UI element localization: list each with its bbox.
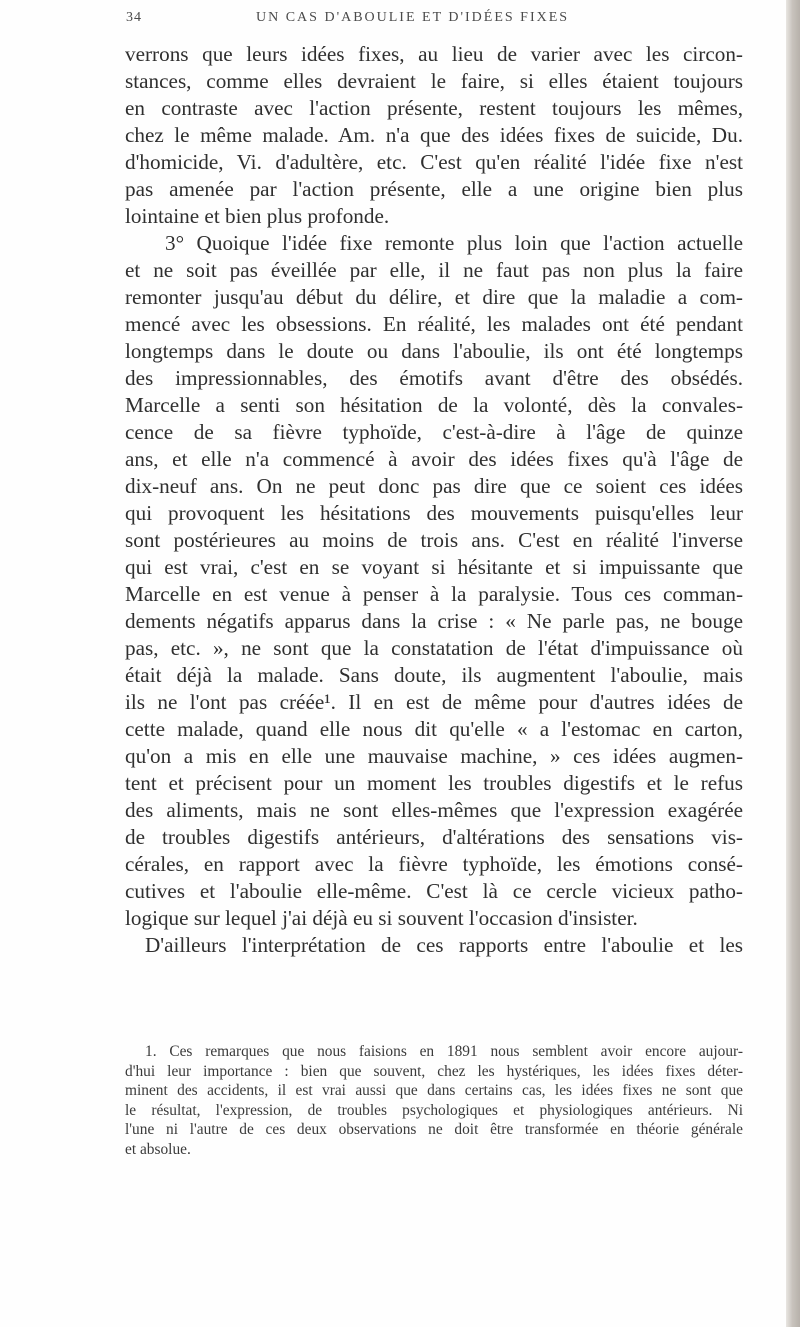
text-line: cence de sa fièvre typhoïde, c'est-à-dire à l'âge de quinze xyxy=(125,420,743,444)
text-line: qu'on a mis en elle une mauvaise machine, » ces idées augmen- xyxy=(125,744,743,768)
text-line: ans, et elle n'a commencé à avoir des idées fixes qu'à l'âge de xyxy=(125,447,743,471)
footnote-line: d'hui leur importance : bien que souvent, chez les hystériques, les idées fixes déter- xyxy=(125,1062,743,1080)
text-line: D'ailleurs l'interprétation de ces rapports entre l'aboulie et les xyxy=(145,933,743,957)
text-line: dements négatifs apparus dans la crise : « Ne parle pas, ne bouge xyxy=(125,609,743,633)
text-line: cérales, en rapport avec la fièvre typhoïde, les émotions consé- xyxy=(125,852,743,876)
text-line: en contraste avec l'action présente, restent toujours les mêmes, xyxy=(125,96,743,120)
text-line: lointaine et bien plus profonde. xyxy=(125,204,390,228)
text-line: qui provoquent les hésitations des mouvements puisqu'elles leur xyxy=(125,501,743,525)
page-header xyxy=(126,10,800,30)
text-line: et ne soit pas éveillée par elle, il ne faut pas non plus la faire xyxy=(125,258,743,282)
footnote-line: minent des accidents, il est vrai aussi que dans certains cas, les idées fixes ne sont que xyxy=(125,1082,743,1099)
running-title: UN CAS D'ABOULIE ET D'IDÉES FIXES xyxy=(256,10,570,25)
text-line: remonter jusqu'au début du délire, et dire que la maladie a com- xyxy=(125,285,743,309)
text-line: des impressionnables, des émotifs avant d'être des obsédés. xyxy=(125,366,743,390)
footnote-line: et absolue. xyxy=(125,1140,191,1158)
text-line: des aliments, mais ne sont elles-mêmes que l'expression exagérée xyxy=(125,798,743,822)
text-line: sont postérieures au moins de trois ans. C'est en réalité l'inverse xyxy=(125,528,743,552)
text-line: cutives et l'aboulie elle-même. C'est là ce cercle vicieux patho- xyxy=(125,879,743,903)
text-line: 3° Quoique l'idée fixe remonte plus loin que l'action actuelle xyxy=(165,231,743,255)
text-line: de troubles digestifs antérieurs, d'altérations des sensations vis- xyxy=(125,825,743,849)
text-line: logique sur lequel j'ai déjà eu si souvent l'occasion d'insister. xyxy=(125,906,638,930)
footnotes xyxy=(125,1042,743,1159)
text-line: chez le même malade. Am. n'a que des idées fixes de suicide, Du. xyxy=(125,123,743,147)
text-line: qui est vrai, c'est en se voyant si hésitante et si impuissante que xyxy=(125,555,743,579)
page-number: 34 xyxy=(126,10,142,25)
text-line: mencé avec les obsessions. En réalité, les malades ont été pendant xyxy=(125,312,743,336)
text-line: Marcelle en est venue à penser à la paralysie. Tous ces comman- xyxy=(125,582,743,606)
footnote-line: l'une ni l'autre de ces deux observations ne doit être transformée en théorie générale xyxy=(125,1121,743,1138)
text-line: stances, comme elles devraient le faire, si elles étaient toujours xyxy=(125,69,743,93)
text-line: Marcelle a senti son hésitation de la volonté, dès la convales- xyxy=(125,393,743,417)
text-line: longtemps dans le doute ou dans l'aboulie, ils ont été longtemps xyxy=(125,339,743,363)
footnote-line: 1. Ces remarques que nous faisions en 1891 nous semblent avoir encore aujour- xyxy=(145,1043,743,1060)
text-line: pas, etc. », ne sont que la constatation de l'état d'impuissance où xyxy=(125,636,743,660)
text-line: cette malade, quand elle nous dit qu'elle « a l'estomac en carton, xyxy=(125,717,743,741)
text-line: d'homicide, Vi. d'adultère, etc. C'est qu'en réalité l'idée fixe n'est xyxy=(125,150,743,174)
text-line: verrons que leurs idées fixes, au lieu de varier avec les circon- xyxy=(125,42,743,66)
page-edge-shadow xyxy=(786,0,800,1327)
text-line: ils ne l'ont pas créée¹. Il en est de même pour d'autres idées de xyxy=(125,690,743,714)
text-line: pas amenée par l'action présente, elle a une origine bien plus xyxy=(125,177,743,201)
main-text xyxy=(125,41,743,959)
footnote-line: le résultat, l'expression, de troubles psychologiques et physiologiques antérieurs. Ni xyxy=(125,1101,743,1119)
text-line: dix-neuf ans. On ne peut donc pas dire que ce soient ces idées xyxy=(125,474,743,498)
text-line: était déjà la malade. Sans doute, ils augmentent l'aboulie, mais xyxy=(125,663,743,687)
text-line: tent et précisent pour un moment les troubles digestifs et le refus xyxy=(125,771,743,795)
